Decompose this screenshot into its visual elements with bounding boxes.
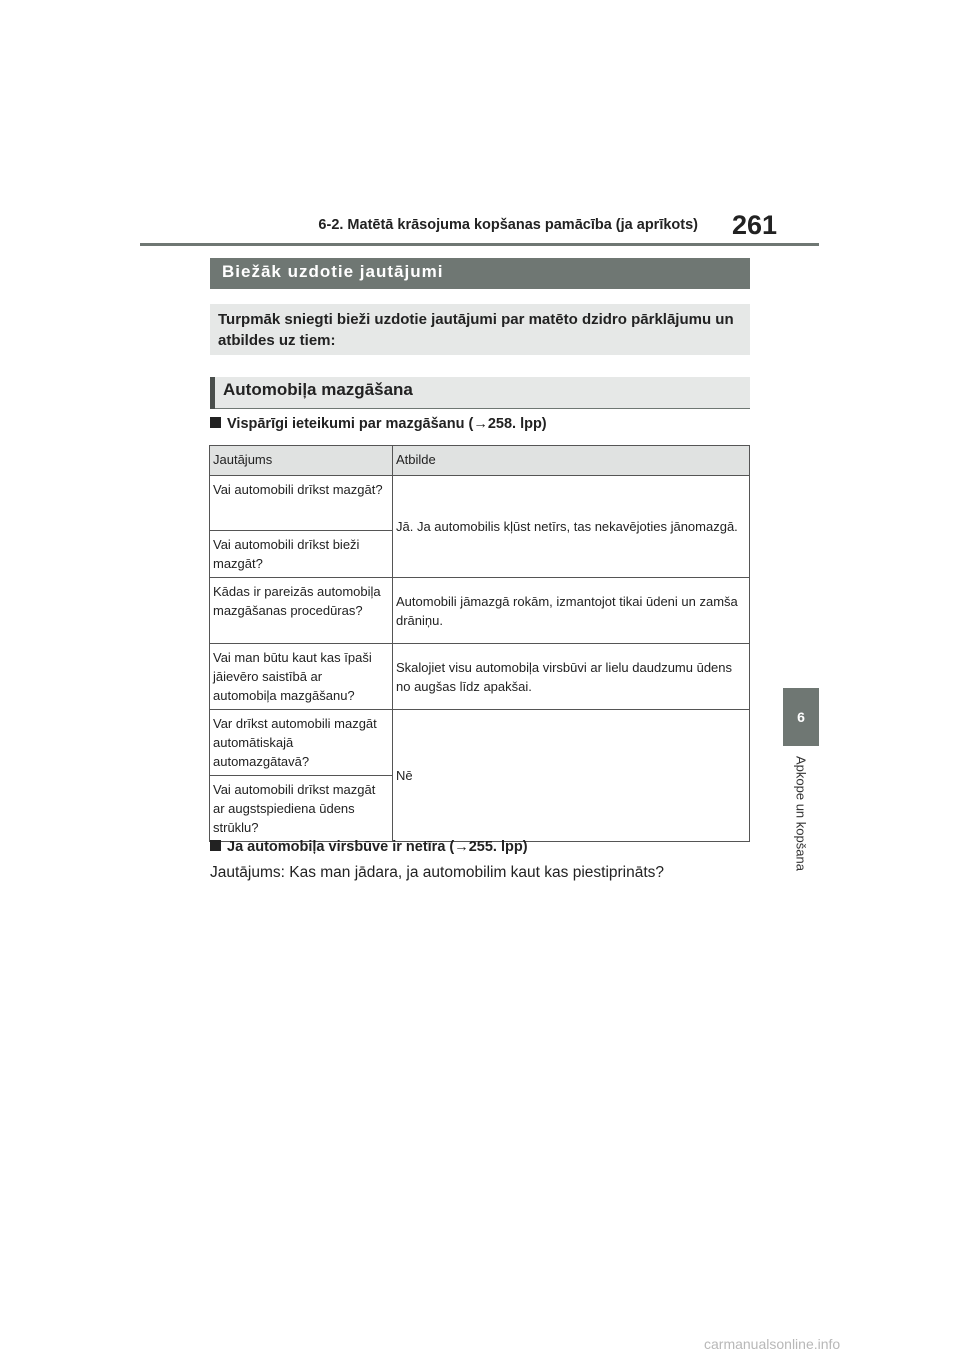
- table-row: [210, 578, 750, 644]
- subsection-2-text: Ja automobiļa virsbūve ir netīra (→255. lpp): [227, 839, 528, 855]
- question-cell: Vai man būtu kaut kas īpaši jāievēro saistībā ar automobiļa mazgāšanu?: [210, 644, 393, 710]
- running-header: 6-2. Matētā krāsojuma kopšanas pamācība (ja aprīkots): [318, 217, 698, 233]
- chapter-title: [783, 756, 819, 896]
- qa-table: [209, 445, 750, 842]
- question-cell: Vai automobili drīkst mazgāt ar augstspiediena ūdens strūklu?: [210, 776, 393, 842]
- faq-title: Biežāk uzdotie jautājumi: [222, 262, 444, 281]
- square-bullet-icon: [210, 417, 221, 428]
- question-paragraph: Jautājums: Kas man jādara, ja automobilim kaut kas piestiprināts?: [210, 864, 665, 881]
- answer-cell: Skalojiet visu automobiļa virsbūvi ar lielu daudzumu ūdens no augšas līdz apakšai.: [393, 644, 750, 710]
- square-bullet-icon: [210, 840, 221, 851]
- faq-title-bar: [210, 258, 750, 289]
- column-header-answer: Atbilde: [393, 446, 750, 476]
- intro-text: Turpmāk sniegti bieži uzdotie jautājumi par matēto dzidro pārklājumu un atbildes uz tiem:: [218, 311, 734, 349]
- question-cell: Vai automobili drīkst bieži mazgāt?: [210, 531, 393, 578]
- page-number: 261: [732, 210, 778, 240]
- section-heading: [210, 377, 750, 409]
- intro-box: [210, 304, 750, 355]
- header-rule: [140, 243, 819, 246]
- subsection-heading-1: [210, 416, 547, 432]
- table-header-row: [210, 446, 750, 476]
- answer-cell: Automobili jāmazgā rokām, izmantojot tikai ūdeni un zamša drāniņu.: [393, 578, 750, 644]
- table-row: [210, 710, 750, 776]
- section-title: Automobiļa mazgāšana: [223, 380, 413, 399]
- table-row: [210, 644, 750, 710]
- question-cell: Var drīkst automobili mazgāt automātiskajā automazgātavā?: [210, 710, 393, 776]
- subsection-heading-2: [210, 839, 528, 855]
- page-header: [0, 0, 960, 250]
- answer-cell: Jā. Ja automobilis kļūst netīrs, tas nekavējoties jānomazgā.: [393, 476, 750, 578]
- chapter-tab: [783, 688, 819, 746]
- answer-cell: Nē: [393, 710, 750, 842]
- chapter-number: 6: [797, 709, 805, 725]
- subsection-1-text: Vispārīgi ieteikumi par mazgāšanu (→258. lpp): [227, 416, 547, 432]
- question-cell: Vai automobili drīkst mazgāt?: [210, 476, 393, 531]
- chapter-title-text: Apkope un kopšana: [793, 756, 809, 871]
- question-cell: Kādas ir pareizās automobiļa mazgāšanas procedūras?: [210, 578, 393, 644]
- section-accent: [210, 377, 215, 409]
- column-header-question: Jautājums: [210, 446, 393, 476]
- table-row: [210, 476, 750, 531]
- watermark: carmanualsonline.info: [704, 1336, 841, 1352]
